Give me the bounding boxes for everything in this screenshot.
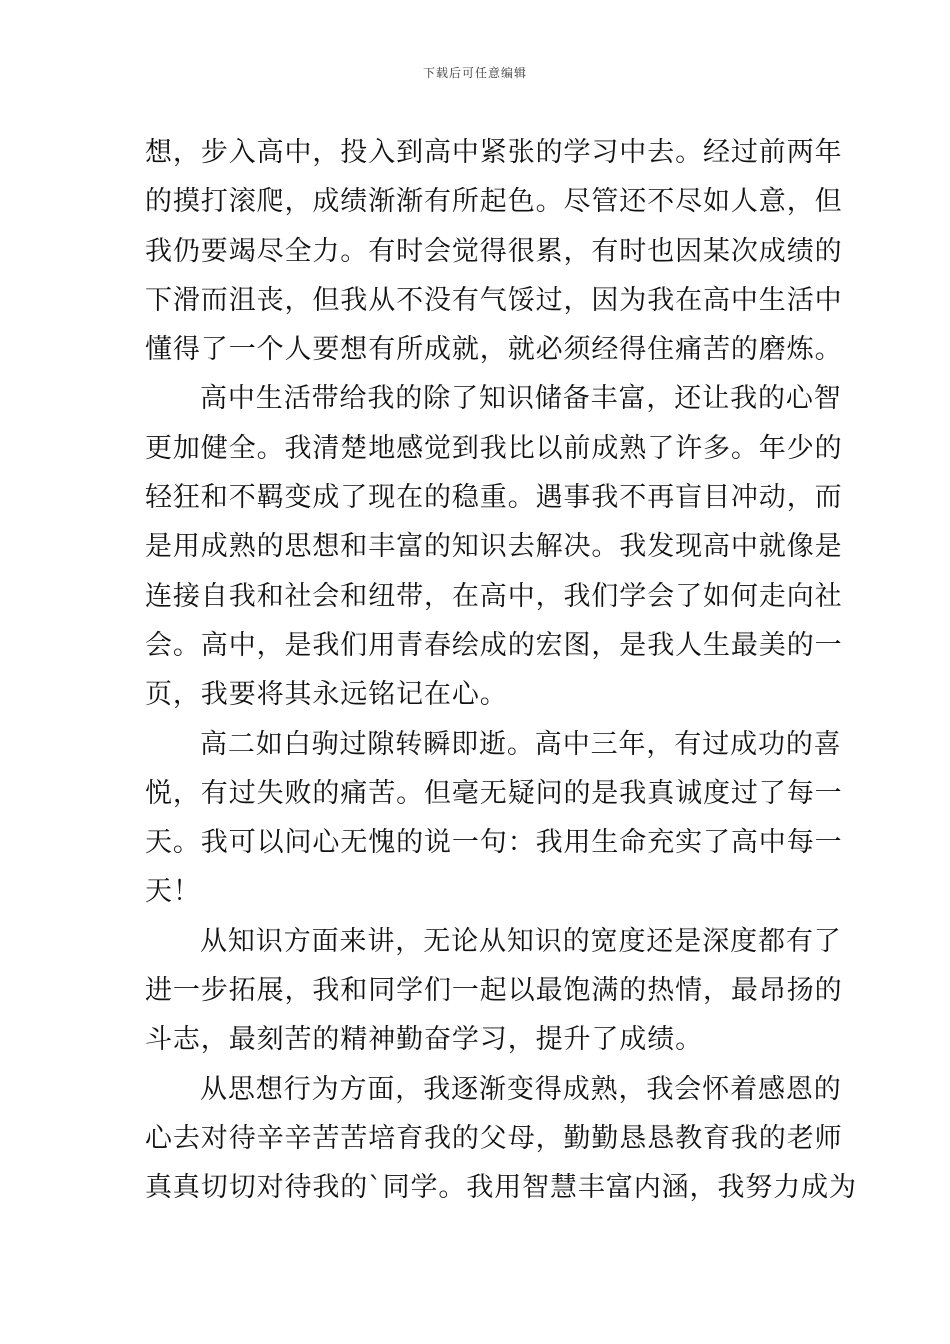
text-line: 真真切切对待我的`同学。我用智慧丰富内涵，我努力成为	[145, 1172, 857, 1204]
text-line: 天。我可以问心无愧的说一句：我用生命充实了高中每一	[145, 827, 843, 859]
document-body	[145, 128, 857, 1213]
page-header-note: 下载后可任意编辑	[422, 66, 527, 80]
text-line: 连接自我和社会和纽带，在高中，我们学会了如何走向社	[145, 580, 843, 612]
text-line: 会。高中，是我们用青春绘成的宏图，是我人生最美的一	[145, 629, 843, 661]
paragraph-start-line: 高中生活带给我的除了知识储备丰富，还让我的心智	[200, 383, 842, 415]
text-line: 悦，有过失败的痛苦。但毫无疑问的是我真诚度过了每一	[145, 777, 843, 809]
text-line: 下滑而沮丧，但我从不没有气馁过，因为我在高中生活中	[145, 284, 843, 316]
text-line: 斗志，最刻苦的精神勤奋学习，提升了成绩。	[145, 1024, 703, 1056]
text-line: 我仍要竭尽全力。有时会觉得很累，有时也因某次成绩的	[145, 235, 843, 267]
text-line: 轻狂和不羁变成了现在的稳重。遇事我不再盲目冲动，而	[145, 482, 843, 514]
text-line: 的摸打滚爬，成绩渐渐有所起色。尽管还不尽如人意，但	[145, 186, 843, 218]
text-line: 天！	[145, 876, 201, 908]
text-line: 心去对待辛辛苦苦培育我的父母，勤勤恳恳教育我的老师	[145, 1122, 843, 1154]
text-line: 懂得了一个人要想有所成就，就必须经得住痛苦的磨炼。	[145, 334, 843, 366]
text-line: 更加健全。我清楚地感觉到我比以前成熟了许多。年少的	[145, 432, 843, 464]
text-line: 页，我要将其永远铭记在心。	[145, 679, 508, 711]
paragraph-start-line: 从知识方面来讲，无论从知识的宽度还是深度都有了	[200, 925, 842, 957]
paragraph-start-line: 从思想行为方面，我逐渐变得成熟，我会怀着感恩的	[200, 1073, 842, 1105]
text-line: 想，步入高中，投入到高中紧张的学习中去。经过前两年	[145, 137, 843, 168]
paragraph-start-line: 高二如白驹过隙转瞬即逝。高中三年，有过成功的喜	[200, 728, 842, 760]
text-line: 是用成熟的思想和丰富的知识去解决。我发现高中就像是	[145, 531, 843, 563]
text-line: 进一步拓展，我和同学们一起以最饱满的热情，最昂扬的	[145, 975, 843, 1007]
